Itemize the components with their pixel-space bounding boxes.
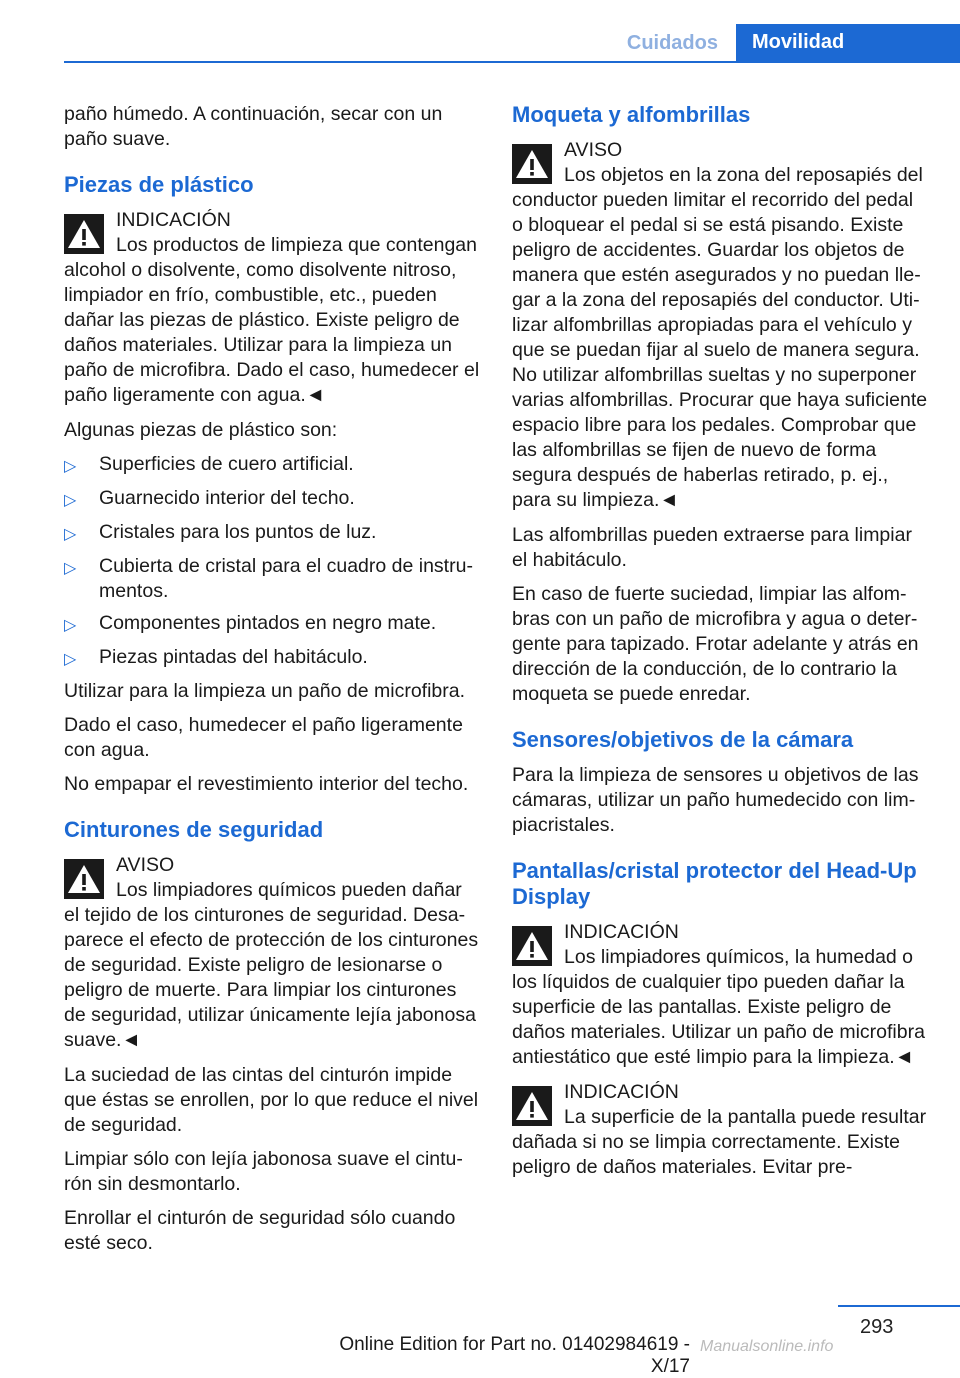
edition-footer: Online Edition for Part no. 01402984619 - X/17 [339,1334,690,1377]
list-item: ▷ Superficies de cuero artificial. [64,452,480,479]
page-number: 293 [860,1316,894,1338]
list-item: ▷ Guarnecido interior del techo. [64,486,480,513]
plastic-paragraph-2: Dado el caso, humedecer el paño ligeramente con agua. [64,714,463,761]
heading-plastic-parts: Piezas de plástico [64,172,254,197]
left-column [64,102,480,1265]
notice-body: La superficie de la pantalla puede resultar dañada si no se limpia correctamente. Existe peligro de daños materiales. Evitar pre- [512,1106,927,1178]
notice-body: Los limpiadores químicos pueden dañar el tejido de los cinturones de seguridad. Desaparece el efecto de protección de los cinturones de seguridad. Existe peligro de lesionarse o peligro de muerte. Para limpiar los cinturones de seguridad, utilizar únicamente lejía jabonosa suave.◄ [64,879,479,1051]
warning-triangle-icon [64,214,104,254]
notice-seat-belts [64,853,480,1053]
watermark: Manualsonline.info [700,1338,834,1355]
warning-triangle-icon [512,926,552,966]
list-item: ▷ Piezas pintadas del habitáculo. [64,645,480,672]
tab-cuidados: Cuidados [626,32,718,54]
notice-body: Los objetos en la zona del reposapiés del conductor pueden limitar el recorrido del pedal o bloquear el pedal si se está pisando. Existe peligro de accidentes. Guardar los objetos de manera que estén asegurados y no puedan llegar a la zona del reposapiés del conductor. Utilizar alfombrillas apropiadas para el vehículo y que se puedan fijar al suelo de manera segura. No utilizar alfombrillas sueltas y no superponer varias alfombrillas. Procurar que haya suficiente espacio libre para los pedales. Comprobar que las alfombrillas se fijen de nuevo de forma segura después de haberlas retirado, p. ej., para su limpieza.◄ [512,164,928,511]
heading-seat-belts: Cinturones de seguridad [64,817,324,842]
notice-title: INDICACIÓN [564,1081,679,1103]
plastic-paragraph-1: Utilizar para la limpieza un paño de microfibra. [64,680,466,702]
header-tabs [627,24,960,62]
belts-paragraph-3: Enrollar el cinturón de seguridad sólo cuando esté seco. [64,1207,456,1254]
sensors-paragraph: Para la limpieza de sensores u objetivos de las cámaras, utilizar un paño humedecido con limpiacristales. [512,764,919,836]
belts-paragraph-2: Limpiar sólo con lejía jabonosa suave el cinturón sin desmontarlo. [64,1148,463,1195]
heading-carpet-mats: Moqueta y alfombrillas [512,102,751,127]
notice-displays-1 [512,920,928,1070]
plastic-parts-list [64,452,480,672]
triangle-bullet-icon: ▷ [64,651,77,668]
notice-title: AVISO [564,139,623,161]
notice-title: AVISO [116,854,175,876]
intro-paragraph: paño húmedo. A continuación, secar con un paño suave. [64,103,443,150]
tab-movilidad: Movilidad [736,24,960,62]
list-item: ▷ Cubierta de cristal para el cuadro de instrumentos. [64,555,473,602]
list-item: ▷ Cristales para los puntos de luz. [64,520,480,547]
right-column [512,102,928,1190]
heading-camera-sensors: Sensores/objetivos de la cámara [512,727,854,752]
notice-displays-2 [512,1080,928,1180]
warning-triangle-icon [512,144,552,184]
notice-title: INDICACIÓN [564,921,679,943]
notice-body: Los limpiadores químicos, la humedad o los líquidos de cualquier tipo pueden dañar la superficie de las pantallas. Existe peligro de daños materiales. Utilizar un paño de microfibra antiestático que esté limpio para la limpieza.◄ [512,946,925,1068]
header-rule [64,61,960,63]
notice-carpet-mats [512,138,928,513]
triangle-bullet-icon: ▷ [64,526,77,543]
triangle-bullet-icon: ▷ [64,458,77,475]
carpet-paragraph-2: En caso de fuerte suciedad, limpiar las alfombras con un paño de microfibra y agua o detergente para tapizado. Frotar adelante y atrás en dirección de la conducción, de lo contrario la moqueta se puede enredar. [512,583,919,705]
footer-rule [838,1305,960,1307]
warning-triangle-icon [64,859,104,899]
triangle-bullet-icon: ▷ [64,492,77,509]
notice-title: INDICACIÓN [116,209,231,231]
heading-displays: Pantallas/cristal protector del Head-Up Display [512,858,917,909]
triangle-bullet-icon: ▷ [64,560,77,577]
carpet-paragraph-1: Las alfombrillas pueden extraerse para limpiar el habitáculo. [512,524,912,571]
list-item: ▷ Componentes pintados en negro mate. [64,611,480,638]
warning-triangle-icon [512,1086,552,1126]
plastic-paragraph-3: No empapar el revestimiento interior del techo. [64,773,469,795]
notice-plastic-parts [64,208,480,408]
notice-body: Los productos de limpieza que contengan alcohol o disolvente, como disolvente nitroso, limpiador en frío, combustible, etc., pueden dañar las piezas de plástico. Existe peligro de daños materiales. Utilizar para la limpieza un paño de microfibra. Dado el caso, humedecer el paño ligeramente con agua.◄ [64,234,480,406]
belts-paragraph-1: La suciedad de las cintas del cinturón impide que éstas se enrollen, por lo que reduce el nivel de seguridad. [64,1064,479,1136]
plastic-list-intro: Algunas piezas de plástico son: [64,419,338,441]
triangle-bullet-icon: ▷ [64,617,77,634]
